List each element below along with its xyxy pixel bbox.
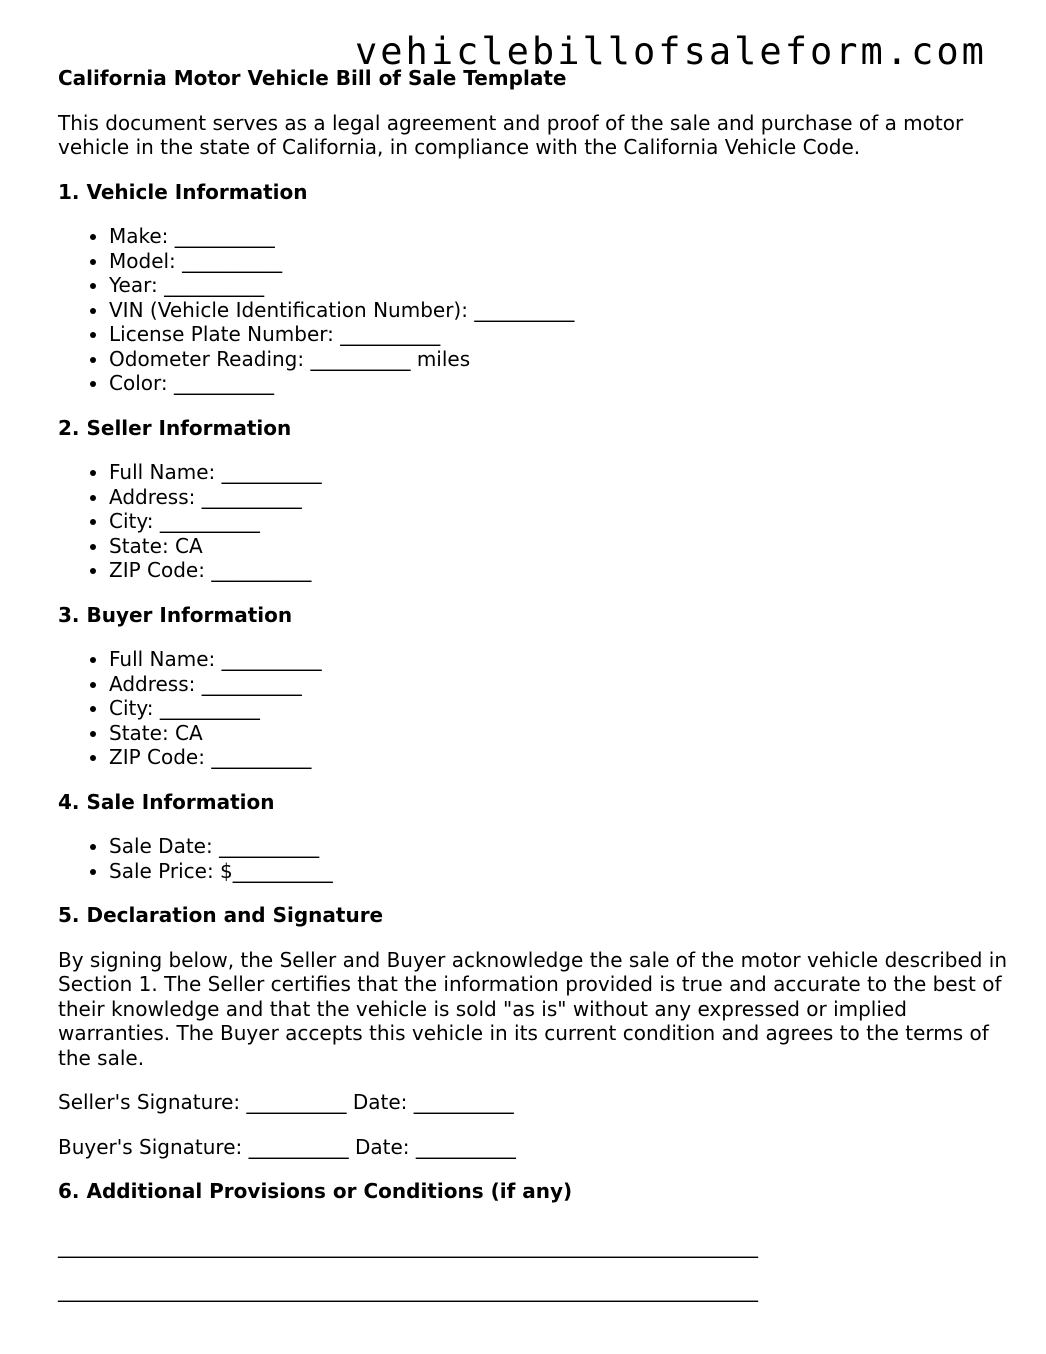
seller-signature-line: Seller's Signature: __________ Date: __________ bbox=[58, 1090, 514, 1114]
sale-date-field: • Sale Date: __________ bbox=[109, 834, 1008, 859]
watermark: vehiclebillofsaleform.com bbox=[355, 30, 987, 73]
vehicle-vin-field: • VIN (Vehicle Identification Number): __________ bbox=[109, 298, 1008, 323]
vehicle-plate-field: • License Plate Number: __________ bbox=[109, 322, 1008, 347]
document-body bbox=[58, 66, 1008, 1323]
buyer-name-field: • Full Name: __________ bbox=[109, 647, 1008, 672]
seller-zip-field: • ZIP Code: __________ bbox=[109, 558, 1008, 583]
intro-paragraph: This document serves as a legal agreement and proof of the sale and purchase of a motor vehicle in the state of California, in compliance with the California Vehicle Code. bbox=[58, 110, 964, 159]
vehicle-make-field: • Make: __________ bbox=[109, 224, 1008, 249]
buyer-address-field: • Address: __________ bbox=[109, 672, 1008, 697]
seller-field-list bbox=[58, 460, 1008, 583]
sale-price-field: • Sale Price: $__________ bbox=[109, 859, 1008, 884]
vehicle-color-field: • Color: __________ bbox=[109, 371, 1008, 396]
sale-section-heading: 4. Sale Information bbox=[58, 789, 275, 814]
provision-blank-line: ______________________________________________________________________ bbox=[58, 1278, 758, 1302]
buyer-zip-field: • ZIP Code: __________ bbox=[109, 745, 1008, 770]
vehicle-odometer-field: • Odometer Reading: __________ miles bbox=[109, 347, 1008, 372]
vehicle-section-heading: 1. Vehicle Information bbox=[58, 179, 308, 204]
sale-field-list bbox=[58, 834, 1008, 883]
provisions-section-heading: 6. Additional Provisions or Conditions (if any) bbox=[58, 1179, 573, 1203]
declaration-paragraph: By signing below, the Seller and Buyer acknowledge the sale of the motor vehicle described in Section 1. The Seller certifies that the information provided is true and accurate to the best of their knowledge and that the vehicle is sold "as is" without any expressed or implied warranties. The Buyer accepts this vehicle in its current condition and agrees to the terms of the sale. bbox=[58, 947, 1008, 1070]
seller-address-field: • Address: __________ bbox=[109, 485, 1008, 510]
declaration-section-heading: 5. Declaration and Signature bbox=[58, 903, 384, 927]
seller-state-field: • State: CA bbox=[109, 534, 1008, 559]
buyer-signature-line: Buyer's Signature: __________ Date: __________ bbox=[58, 1134, 516, 1159]
vehicle-model-field: • Model: __________ bbox=[109, 249, 1008, 274]
buyer-city-field: • City: __________ bbox=[109, 696, 1008, 721]
vehicle-field-list bbox=[58, 224, 1008, 396]
buyer-state-field: • State: CA bbox=[109, 721, 1008, 746]
seller-section-heading: 2. Seller Information bbox=[58, 415, 292, 440]
seller-city-field: • City: __________ bbox=[109, 509, 1008, 534]
buyer-section-heading: 3. Buyer Information bbox=[58, 602, 293, 627]
seller-name-field: • Full Name: __________ bbox=[109, 460, 1008, 485]
buyer-field-list bbox=[58, 647, 1008, 770]
document-title: California Motor Vehicle Bill of Sale Template bbox=[58, 66, 567, 90]
vehicle-year-field: • Year: __________ bbox=[109, 273, 1008, 298]
provision-blank-line: ______________________________________________________________________ bbox=[58, 1233, 758, 1258]
